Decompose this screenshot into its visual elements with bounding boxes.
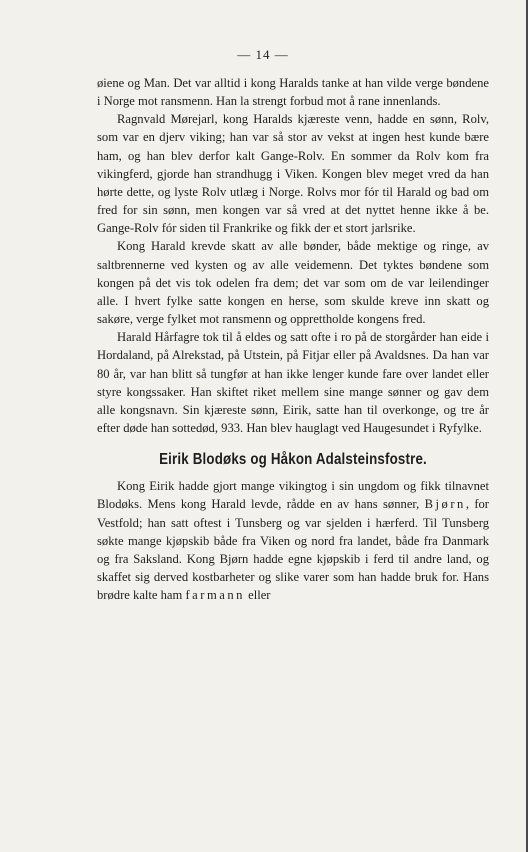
body-text xyxy=(97,74,489,604)
page-number: — 14 — xyxy=(237,47,289,62)
name-bjorn: Bjørn xyxy=(424,497,466,512)
paragraph-4: Harald Hårfagre tok til å eldes og satt ofte i ro på de storgårder han eide i Hordaland, på Alrekstad, på Utstein, på Fitjar eller på Avaldsnes. Da han var 80 år, var han blitt så tungfør at han ikke lenger kunde fare over landet eller styre kongssaker. Han skiftet riket mellem sine mange sønner og gav dem alle kongsnavn. Sin kjæreste sønn, Eirik, satte han til overkonge, og tre år efter døde han sottedød, 933. Han blev hauglagt ved Haugesundet i Ryfylke. xyxy=(97,330,489,435)
paragraph-5-part-3: eller xyxy=(248,588,271,603)
paragraph-2: Ragnvald Mørejarl, kong Haralds kjæreste venn, hadde en sønn, Rolv, som var en djerv viking; han var så stor av vekst at ingen hest kunde bære ham, og han blev derfor kalt Gange-Rolv. En sommer da Rolv kom fra vikingferd, gjorde han strandhugg i Viken. Kongen blev meget vred da han hørte dette, og lyste Rolv utlæg i Norge. Rolvs mor fór til Harald og bad om fred for sin sønn, men kongen var så vred at det nyttet henne ikke å be. Gange-Rolv fór siden til Frankrike og fikk der et stort jarlsrike. xyxy=(97,112,489,236)
paragraph-1: øiene og Man. Det var alltid i kong Haralds tanke at han vilde verge bøndene i Norge mot ransmenn. Han la strengt forbud mot å rane innenlands. xyxy=(97,76,489,109)
name-farmann: farmann xyxy=(185,588,245,603)
section-heading: Eirik Blodøks og Håkon Adalsteinsfostre. xyxy=(159,451,427,469)
paragraph-5-part-1: Kong Eirik hadde gjort mange vikingtog i sin ungdom og fikk tilnavnet Blodøks. Mens kong Harald levde, rådde en av hans sønner, xyxy=(97,479,489,512)
paragraph-5 xyxy=(97,477,489,604)
paragraph-5-part-2: , for Vestfold; han satt oftest i Tunsberg og var sjelden i hærferd. Til Tunsberg søkte mange kjøpskib både fra Viken og nord fra landet, både fra Danmark og fra Saksland. Kong Bjørn hadde egne kjøpskib i ferd til andre land, og skaffet sig derved kostbarheter og slike varer som han hadde bruk for. Hans brødre kalte ham xyxy=(97,497,490,603)
paragraph-3: Kong Harald krevde skatt av alle bønder, både mektige og ringe, av saltbrennerne ved kysten og av alle veidemenn. Det tyktes bøndene som kongen på det vis tok odelen fra dem; det var som om de var leilendinger alle. I hvert fylke satte kongen en herse, som skulde kreve inn skatt og sakøre, verge fylket mot ransmenn og opprettholde kongens fred. xyxy=(97,239,489,327)
